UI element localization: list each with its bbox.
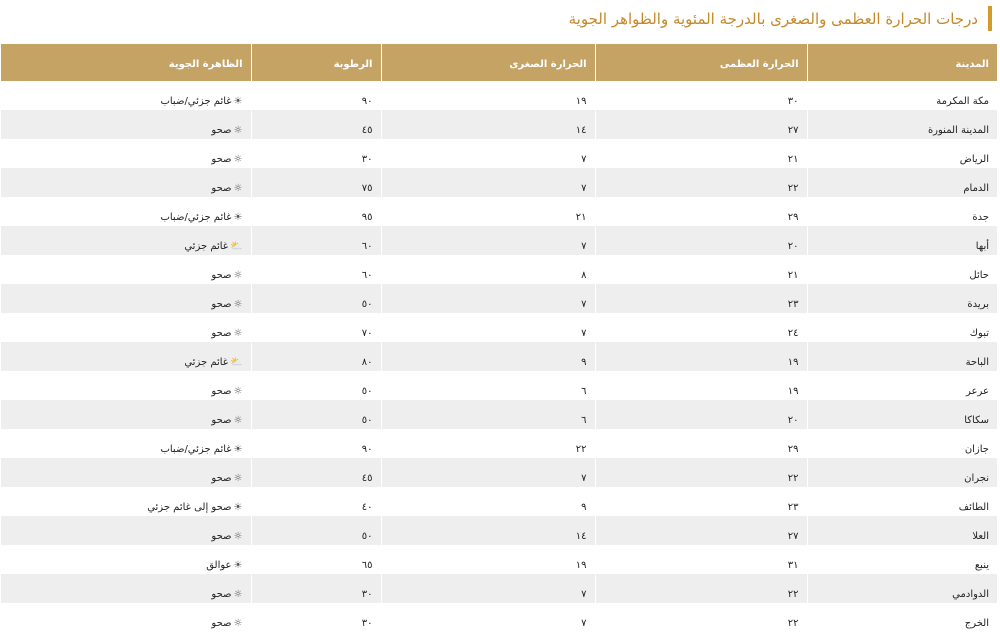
table-row [1,313,997,342]
city-cell: العلا [807,516,997,545]
table-row [1,284,997,313]
phenomenon-cell [1,197,251,226]
max-temp-cell: ٢٢ [595,168,807,197]
phenomenon-cell [1,400,251,429]
min-temp-cell: ٩ [381,342,595,371]
humidity-cell: ٦٠ [251,226,381,255]
min-temp-cell: ٦ [381,400,595,429]
haze-icon: ☀ [233,444,243,455]
max-temp-cell: ٢٧ [595,516,807,545]
max-temp-cell: ٣٠ [595,81,807,110]
humidity-cell: ٩٠ [251,81,381,110]
city-cell: تبوك [807,313,997,342]
humidity-cell: ٣٠ [251,574,381,603]
min-temp-cell: ٩ [381,487,595,516]
max-temp-cell: ٢١ [595,255,807,284]
table-row [1,429,997,458]
table-body [1,81,997,632]
phenomenon-text: غائم جزئي/ضباب [160,96,232,107]
header-humidity: الرطوبة [251,44,381,81]
phenomenon-text: صحو [211,473,232,484]
humidity-cell: ٣٠ [251,603,381,632]
phenomenon-cell [1,342,251,371]
phenomenon-text: صحو [211,183,232,194]
max-temp-cell: ٢١ [595,139,807,168]
phenomenon-cell [1,139,251,168]
table-row [1,139,997,168]
city-cell: الرياض [807,139,997,168]
max-temp-cell: ٢٠ [595,400,807,429]
phenomenon-text: غائم جزئي [184,357,229,368]
table-row [1,603,997,632]
max-temp-cell: ٢٢ [595,458,807,487]
humidity-cell: ٥٠ [251,516,381,545]
header-city: المدينة [807,44,997,81]
sun-icon: ☼ [233,531,243,542]
city-cell: الباحة [807,342,997,371]
header-min-temp: الحرارة الصغرى [381,44,595,81]
phenomenon-text: صحو [211,125,232,136]
min-temp-cell: ١٤ [381,516,595,545]
table-row [1,400,997,429]
header-max-temp: الحرارة العظمى [595,44,807,81]
phenomenon-text: غائم جزئي/ضباب [160,444,232,455]
min-temp-cell: ١٩ [381,81,595,110]
min-temp-cell: ٦ [381,371,595,400]
phenomenon-text: صحو [211,299,232,310]
city-cell: جدة [807,197,997,226]
humidity-cell: ٥٠ [251,371,381,400]
min-temp-cell: ٧ [381,168,595,197]
city-cell: المدينة المنورة [807,110,997,139]
sun-icon: ☼ [233,386,243,397]
city-cell: سكاكا [807,400,997,429]
phenomenon-cell [1,603,251,632]
phenomenon-text: صحو [211,531,232,542]
max-temp-cell: ٢٠ [595,226,807,255]
phenomenon-text: صحو إلى غائم جزئي [147,502,232,513]
max-temp-cell: ٢٢ [595,603,807,632]
min-temp-cell: ٧ [381,458,595,487]
phenomenon-cell [1,255,251,284]
humidity-cell: ٤٥ [251,458,381,487]
haze-icon: ☀ [233,212,243,223]
sun-icon: ☼ [233,589,243,600]
max-temp-cell: ٣١ [595,545,807,574]
max-temp-cell: ٢٧ [595,110,807,139]
city-cell: الدوادمي [807,574,997,603]
min-temp-cell: ٧ [381,603,595,632]
min-temp-cell: ٧ [381,313,595,342]
max-temp-cell: ٢٢ [595,574,807,603]
table-row [1,545,997,574]
sun-icon: ☼ [233,154,243,165]
humidity-cell: ٤٥ [251,110,381,139]
sun-icon: ☼ [233,183,243,194]
phenomenon-cell [1,429,251,458]
phenomenon-cell [1,458,251,487]
city-cell: الدمام [807,168,997,197]
table-row [1,168,997,197]
sun-icon: ☼ [233,618,243,629]
max-temp-cell: ١٩ [595,342,807,371]
city-cell: عرعر [807,371,997,400]
min-temp-cell: ١٤ [381,110,595,139]
max-temp-cell: ١٩ [595,371,807,400]
city-cell: جازان [807,429,997,458]
min-temp-cell: ٢١ [381,197,595,226]
page-title-bar [569,6,992,31]
humidity-cell: ٥٠ [251,284,381,313]
phenomenon-cell [1,284,251,313]
table-row [1,458,997,487]
humidity-cell: ٩٥ [251,197,381,226]
phenomenon-cell [1,516,251,545]
min-temp-cell: ٧ [381,226,595,255]
phenomenon-cell [1,313,251,342]
haze-icon: ☀ [233,96,243,107]
page-title: درجات الحرارة العظمى والصغرى بالدرجة المئوية والظواهر الجوية [568,9,978,28]
phenomenon-text: صحو [211,154,232,165]
phenomenon-cell [1,545,251,574]
min-temp-cell: ٧ [381,574,595,603]
table-row [1,197,997,226]
humidity-cell: ٦٥ [251,545,381,574]
city-cell: الطائف [807,487,997,516]
max-temp-cell: ٢٩ [595,197,807,226]
table-row [1,487,997,516]
humidity-cell: ٤٠ [251,487,381,516]
phenomenon-text: غائم جزئي/ضباب [160,212,232,223]
humidity-cell: ٨٠ [251,342,381,371]
partly-cloudy-icon: ⛅ [230,241,243,252]
header-phenomenon: الظاهرة الجوية [1,44,251,81]
phenomenon-cell [1,226,251,255]
table-row [1,342,997,371]
city-cell: أبها [807,226,997,255]
humidity-cell: ٦٠ [251,255,381,284]
sun-icon: ☼ [233,415,243,426]
city-cell: ينبع [807,545,997,574]
sun-icon: ☼ [233,299,243,310]
phenomenon-cell [1,487,251,516]
sun-icon: ☼ [233,328,243,339]
city-cell: مكة المكرمة [807,81,997,110]
phenomenon-cell [1,81,251,110]
table-row [1,110,997,139]
city-cell: الخرج [807,603,997,632]
phenomenon-text: صحو [211,415,232,426]
table-row [1,226,997,255]
sun-icon: ☼ [233,125,243,136]
table-row [1,574,997,603]
phenomenon-cell [1,110,251,139]
min-temp-cell: ٧ [381,284,595,313]
haze-icon: ☀ [233,502,243,513]
city-cell: حائل [807,255,997,284]
humidity-cell: ٣٠ [251,139,381,168]
min-temp-cell: ٨ [381,255,595,284]
table-header-row [1,44,997,81]
max-temp-cell: ٢٣ [595,487,807,516]
humidity-cell: ٧٥ [251,168,381,197]
table-row [1,81,997,110]
phenomenon-cell [1,574,251,603]
table-row [1,371,997,400]
min-temp-cell: ١٩ [381,545,595,574]
table-row [1,516,997,545]
partly-cloudy-icon: ⛅ [230,357,243,368]
phenomenon-cell [1,168,251,197]
min-temp-cell: ٧ [381,139,595,168]
phenomenon-text: صحو [211,328,232,339]
city-cell: نجران [807,458,997,487]
humidity-cell: ٩٠ [251,429,381,458]
phenomenon-text: صحو [211,618,232,629]
sun-icon: ☼ [233,473,243,484]
phenomenon-cell [1,371,251,400]
humidity-cell: ٥٠ [251,400,381,429]
phenomenon-text: صحو [211,270,232,281]
humidity-cell: ٧٠ [251,313,381,342]
phenomenon-text: صحو [211,386,232,397]
max-temp-cell: ٢٤ [595,313,807,342]
phenomenon-text: عوالق [206,560,232,571]
haze-icon: ☀ [233,560,243,571]
city-cell: بريدة [807,284,997,313]
min-temp-cell: ٢٢ [381,429,595,458]
max-temp-cell: ٢٣ [595,284,807,313]
max-temp-cell: ٢٩ [595,429,807,458]
table-row [1,255,997,284]
phenomenon-text: غائم جزئي [184,241,229,252]
phenomenon-text: صحو [211,589,232,600]
sun-icon: ☼ [233,270,243,281]
weather-table [1,44,997,632]
